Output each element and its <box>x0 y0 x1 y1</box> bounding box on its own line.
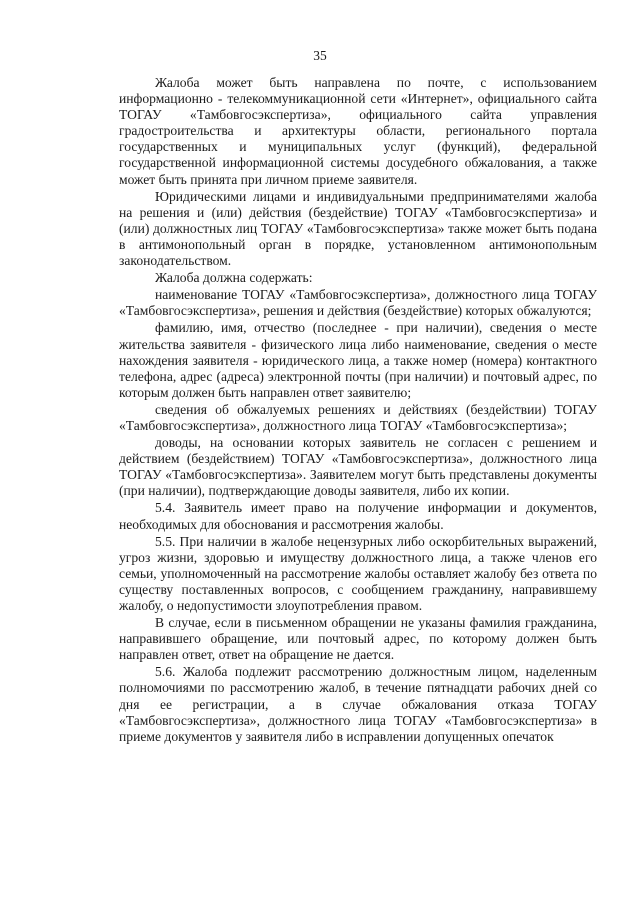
paragraph-complaint-contents: Жалоба должна содержать: <box>155 270 313 286</box>
paragraph-complaint-channels: Жалоба может быть направлена по почте, с использованием информационно - телекоммуникационной сети «Интернет», официального сайта ТОГАУ «Тамбовгосэкспертиза», официального сайта управления градостроительства и архитектуры области, регионального портала государственных и муниципальных услуг (функций), федеральной государственной информационной системы досудебного обжалования, а также может быть принята при личном приеме заявителя. <box>119 75 597 187</box>
paragraph-item-arguments: доводы, на основании которых заявитель не согласен с решением и действием (бездействием) ТОГАУ «Тамбовгосэкспертиза», должностного лица ТОГАУ «Тамбовгосэкспертиза». Заявителем могут быть представлены документы (при наличии), подтверждающие доводы заявителя, либо их копии. <box>119 435 597 499</box>
body-text <box>119 75 597 745</box>
paragraph-5-6: 5.6. Жалоба подлежит рассмотрению должностным лицом, наделенным полномочиями по рассмотрению жалоб, в течение пятнадцати рабочих дней со дня ее регистрации, а в случае обжалования отказа ТОГАУ «Тамбовгосэкспертиза», должностного лица ТОГАУ «Тамбовгосэкспертиза» в приеме документов у заявителя либо в исправлении допущенных опечаток <box>119 664 597 744</box>
paragraph-item-decisions: сведения об обжалуемых решениях и действиях (бездействии) ТОГАУ «Тамбовгосэкспертиза», должностного лица ТОГАУ «Тамбовгосэкспертиза»; <box>119 401 597 433</box>
paragraph-5-4: 5.4. Заявитель имеет право на получение информации и документов, необходимых для обоснования и рассмотрения жалобы. <box>119 500 597 532</box>
paragraph-item-name: наименование ТОГАУ «Тамбовгосэкспертиза», должностного лица ТОГАУ «Тамбовгосэкспертиза», решения и действия (бездействие) которых обжалуются; <box>119 287 597 319</box>
paragraph-5-5: 5.5. При наличии в жалобе нецензурных либо оскорбительных выражений, угроз жизни, здоровью и имуществу должностного лица, а также членов его семьи, уполномоченный на рассмотрение жалобы оставляет жалобу без ответа по существу поставленных вопросов, с сообщением гражданину, направившему жалобу, о недопустимости злоупотребления правом. <box>119 533 597 613</box>
paragraph-no-address: В случае, если в письменном обращении не указаны фамилия гражданина, направившего обращение, или почтовый адрес, по которому должен быть направлен ответ, ответ на обращение не дается. <box>119 615 597 663</box>
paragraph-item-applicant: фамилию, имя, отчество (последнее - при наличии), сведения о месте жительства заявителя - физического лица либо наименование, сведения о месте нахождения заявителя - юридического лица, а также номер (номера) контактного телефона, адрес (адреса) электронной почты (при наличии) и почтовый адрес, по которым должен быть направлен ответ заявителю; <box>119 320 597 400</box>
page-number: 35 <box>313 48 327 63</box>
paragraph-legal-entities: Юридическими лицами и индивидуальными предпринимателями жалоба на решения и (или) действия (бездействие) ТОГАУ «Тамбовгосэкспертиза» и (или) должностных лиц ТОГАУ «Тамбовгосэкспертиза» также может быть подана в антимонопольный орган в порядке, установленном антимонопольным законодательством. <box>119 188 597 269</box>
